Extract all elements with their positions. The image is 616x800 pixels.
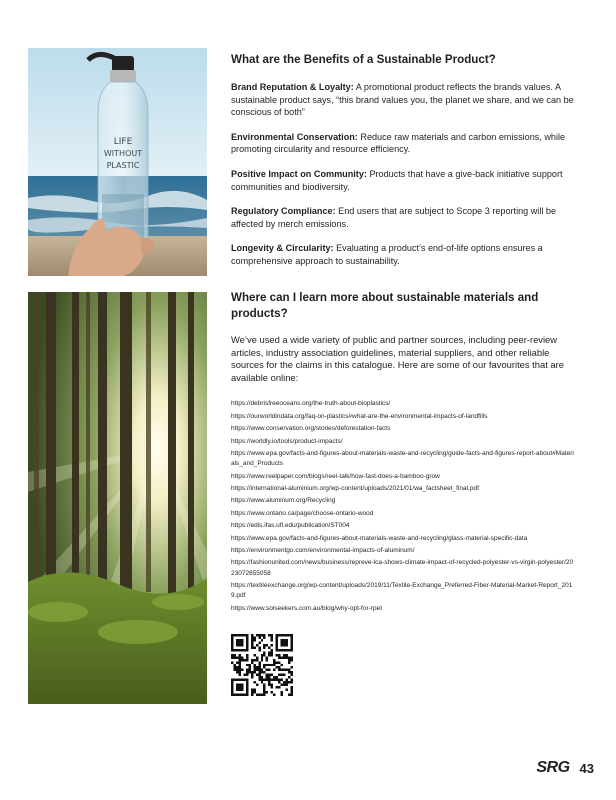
benefits-heading: What are the Benefits of a Sustainable Product?: [231, 53, 496, 66]
benefit-item: [231, 131, 576, 156]
benefit-text: End users that are subject to Scope 3 reporting will be affected by merch emissions.: [231, 206, 557, 229]
bottle-photo: [28, 48, 207, 276]
benefit-item: [231, 81, 576, 119]
benefit-item: [231, 242, 576, 267]
source-link[interactable]: https://textileexchange.org/wp-content/uploads/2019/11/Textile-Exchange_Preferred-Fiber-Material-Market-Report_2019.pdf: [231, 582, 573, 600]
bottle-text-line-3: PLASTIC: [106, 161, 140, 170]
learn-more-heading: Where can I learn more about sustainable materials and products?: [231, 291, 539, 320]
page-number: 43: [579, 760, 594, 776]
source-link[interactable]: https://www.conservation.org/stories/deforestation-facts: [231, 425, 391, 433]
source-link-list: [231, 399, 576, 614]
source-link[interactable]: https://www.ontario.ca/page/choose-ontario-wood: [231, 509, 374, 517]
benefits-section: [231, 52, 576, 268]
bottle-text-line-2: WITHOUT: [103, 149, 143, 158]
source-link[interactable]: https://www.reelpaper.com/blogs/reel-talk/how-fast-does-a-bamboo-grow: [231, 472, 440, 480]
benefit-item: [231, 168, 576, 193]
learn-more-intro: We’ve used a wide variety of public and partner sources, including peer-review articles, industry association guidelines, material suppliers, and other reliable sources for the claims in this catalogue. Here are some of our favourites that are available online:: [231, 334, 564, 383]
benefit-item: [231, 205, 576, 230]
source-link[interactable]: https://www.epa.gov/facts-and-figures-about-materials-waste-and-recycling/glass-material-specific-data: [231, 534, 528, 542]
source-link[interactable]: https://www.aluminum.org/Recycling: [231, 497, 336, 505]
source-link[interactable]: https://international-aluminium.org/wp-content/uploads/2021/01/wa_factsheet_final.pdf: [231, 485, 479, 493]
source-link[interactable]: https://worldly.io/tools/product-impacts/: [231, 437, 343, 445]
qr-code[interactable]: [231, 634, 293, 696]
source-link[interactable]: https://debrisfreeoceans.org/the-truth-about-bioplastics/: [231, 400, 391, 408]
benefit-text: Evaluating a product’s end-of-life options ensures a comprehensive approach to sustainability.: [231, 243, 543, 266]
benefit-title: Positive Impact on Community:: [231, 168, 367, 179]
source-link[interactable]: https://www.solseekers.com.au/blog/why-opt-for-rpet: [231, 604, 383, 612]
source-link[interactable]: https://environmentgo.com/environmental-impacts-of-aluminum/: [231, 546, 415, 554]
benefit-text: Products that have a give-back initiative support communities and biodiversity.: [231, 168, 563, 192]
benefit-title: Longevity & Circularity:: [231, 243, 334, 254]
benefit-text: Reduce raw materials and carbon emissions, while promoting circularity and resource efficiency.: [231, 131, 566, 155]
source-link[interactable]: https://edis.ifas.ufl.edu/publication/ST004: [231, 522, 350, 530]
benefit-title: Brand Reputation & Loyalty:: [231, 82, 354, 92]
benefit-title: Environmental Conservation:: [231, 131, 358, 142]
source-link[interactable]: https://ourworldindata.org/faq-on-plastics#what-are-the-environmental-impacts-of-landfills: [231, 412, 488, 420]
source-link[interactable]: https://fashionunited.com/news/business/repreve-lca-shows-climate-impact-of-recycled-polyester-vs-virgin-polyester/2023072655058: [231, 559, 574, 577]
learn-more-section: [231, 290, 576, 616]
benefit-title: Regulatory Compliance:: [231, 206, 336, 217]
benefit-text: A promotional product reflects the brands values. A sustainable product says, “this brand values you, the planet we share, and we can be conscious of both”: [231, 82, 574, 118]
forest-photo: [28, 292, 207, 704]
bottle-text-line-1: LIFE: [113, 137, 133, 147]
source-link[interactable]: https://www.epa.gov/facts-and-figures-about-materials-waste-and-recycling/guide-facts-and-figures-report-about#Materials_and_Products: [231, 449, 574, 468]
page-footer: [536, 759, 594, 777]
srg-logo: SRG: [536, 759, 570, 776]
